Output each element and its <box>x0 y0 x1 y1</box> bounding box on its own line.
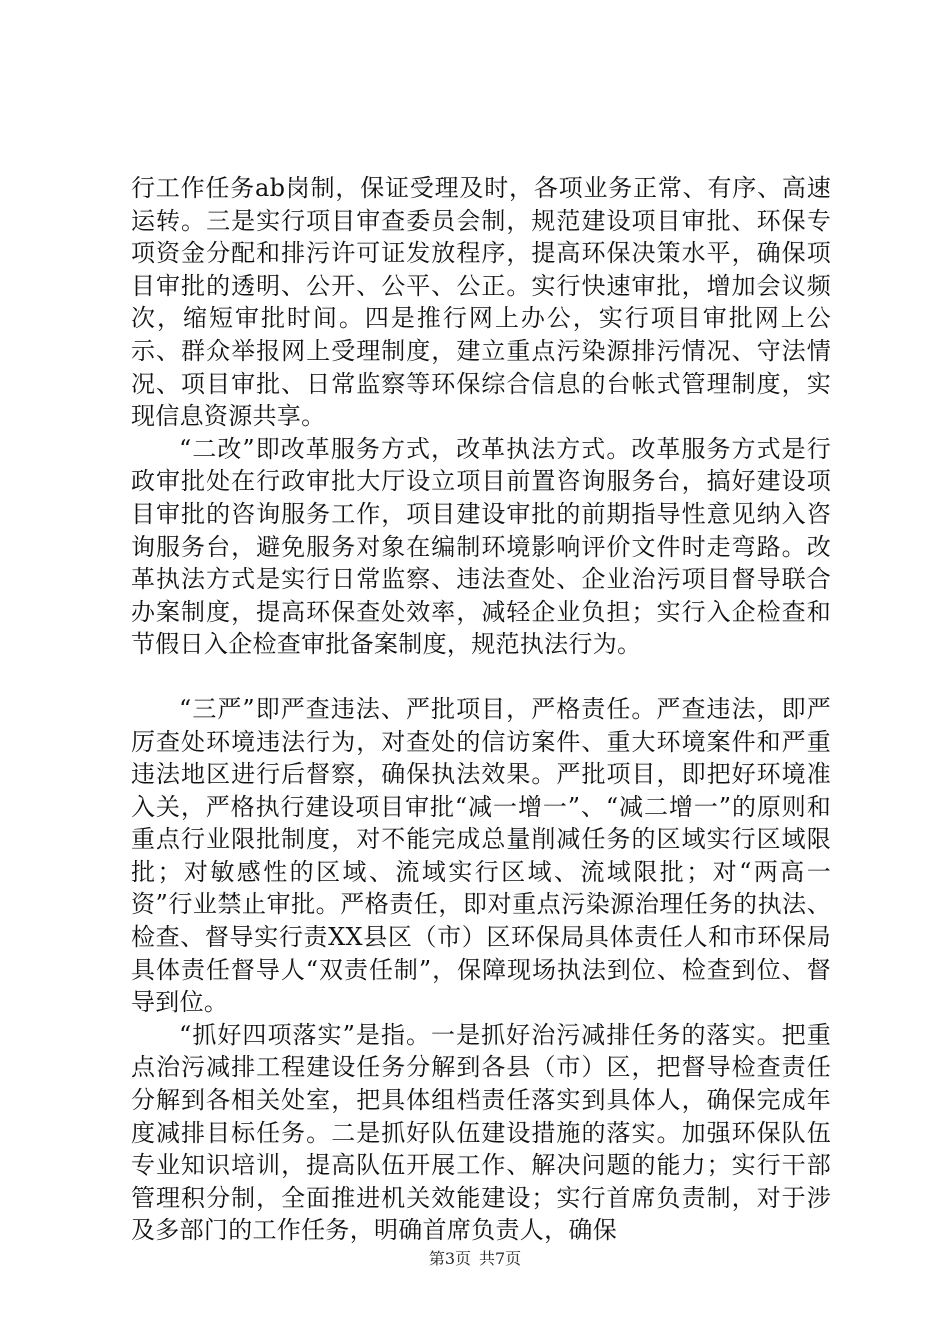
paragraph-si-xiang-luo-shi: “抓好四项落实”是指。一是抓好治污减排任务的落实。把重点治污减排工程建设任务分解到各县（市）区，把督导检查责任分解到各相关处室，把具体组档责任落实到具体人，确保完成年度减排目标任务。二是抓好队伍建设措施的落实。加强环保队伍专业知识培训，提高队伍开展工作、解决问题的能力；实行干部管理积分制，全面推进机关效能建设；实行首席负责制，对于涉及多部门的工作任务，明确首席负责人，确保 <box>131 1020 831 1245</box>
page-footer <box>0 1246 950 1269</box>
paragraph-san-yan: “三严”即严查违法、严批项目，严格责任。严查违法，即严厉查处环境违法行为，对查处的信访案件、重大环境案件和严重违法地区进行后督察，确保执法效果。严批项目，即把好环境准入关，严格执行建设项目审批“减一增一”、“减二增一”的原则和重点行业限批制度，对不能完成总量削减任务的区域实行区域限批；对敏感性的区域、流域实行区域、流域限批；对“两高一资”行业禁止审批。严格责任，即对重点污染源治理任务的执法、检查、督导实行责XX县区（市）区环保局具体责任人和市环保局具体责任督导人“双责任制”，保障现场执法到位、检查到位、督导到位。 <box>131 694 831 1017</box>
paragraph-continuation: 行工作任务ab岗制，保证受理及时，各项业务正常、有序、高速运转。三是实行项目审查委员会制，规范建设项目审批、环保专项资金分配和排污许可证发放程序，提高环保决策水平，确保项目审批的透明、公开、公平、公正。实行快速审批，增加会议频次，缩短审批时间。四是推行网上办公，实行项目审批网上公示、群众举报网上受理制度，建立重点污染源排污情况、守法情况、项目审批、日常监察等环保综合信息的台帐式管理制度，实现信息资源共享。 <box>131 174 831 431</box>
page-number-total: 共7页 <box>479 1249 522 1268</box>
paragraph-er-gai: “二改”即改革服务方式，改革执法方式。改革服务方式是行政审批处在行政审批大厅设立项目前置咨询服务台，搞好建设项目审批的咨询服务工作，项目建设审批的前期指导性意见纳入咨询服务台，避免服务对象在编制环境影响评价文件时走弯路。改革执法方式是实行日常监察、违法查处、企业治污项目督导联合办案制度，提高环保查处效率，减轻企业负担；实行入企检查和节假日入企检查审批备案制度，规范执法行为。 <box>131 434 831 659</box>
document-body <box>131 172 831 1247</box>
page-number-current: 第3页 <box>428 1249 471 1268</box>
